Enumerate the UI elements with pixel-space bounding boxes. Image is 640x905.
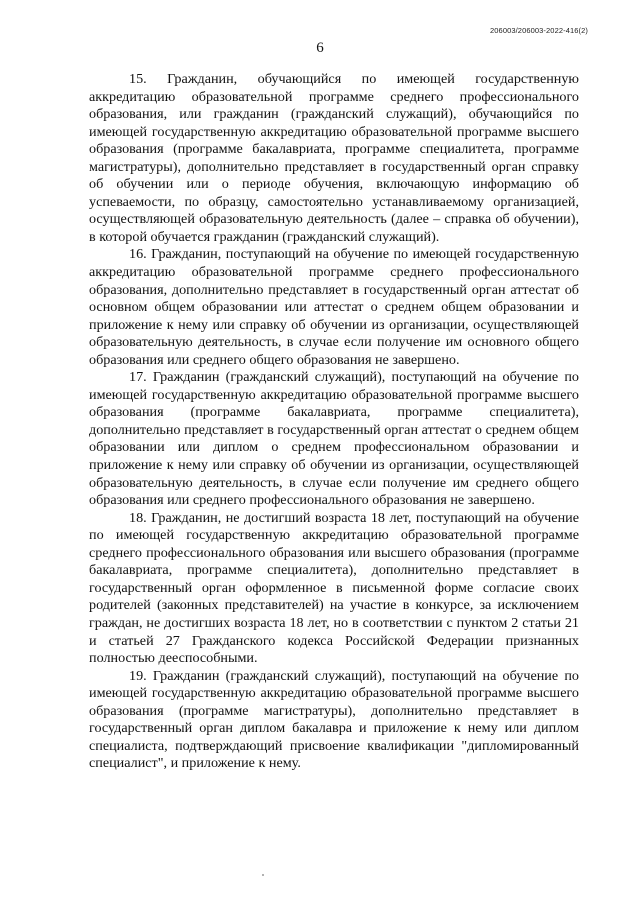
paragraph-16: 16. Гражданин, поступающий на обучение по имеющей государственную аккредитацию образовательной программе среднего профессионального образования, дополнительно представляет в государственный орган аттестат об основном общем образовании или аттестат о среднем общем образовании и приложение к нему или справку об обучении из организации, осуществляющей образовательную деятельность, в случае если получение им основного общего образования или среднего общего образования не завершено.: [89, 246, 579, 368]
document-body: [89, 71, 579, 773]
paragraph-19: 19. Гражданин (гражданский служащий), поступающий на обучение по имеющей государственную аккредитацию образовательной программе высшего образования (программе магистратуры), дополнительно представляет в государственный орган диплом бакалавра и приложение к нему или диплом специалиста, подтверждающий присвоение квалификации "дипломированный специалист", и приложение к нему.: [89, 667, 579, 772]
paragraph-15: 15. Гражданин, обучающийся по имеющей государственную аккредитацию образовательной программе среднего профессионального образования, или гражданин (гражданский служащий), обучающийся по имеющей государственную аккредитацию образовательной программе высшего образования (программе бакалавриата, программе специалитета, программе магистратуры), дополнительно представляет в государственный орган справку об обучении или о периоде обучения, включающую информацию об успеваемости, по образцу, самостоятельно устанавливаемому организацией, осуществляющей образовательную деятельность (далее – справка об обучении), в которой обучается гражданин (гражданский служащий).: [89, 71, 579, 245]
paragraph-17: 17. Гражданин (гражданский служащий), поступающий на обучение по имеющей государственную аккредитацию образовательной программе высшего образования (программе бакалавриата, программе специалитета), дополнительно представляет в государственный орган аттестат о среднем общем образовании или диплом о среднем профессиональном образовании и приложение к нему или справку об обучении из организации, осуществляющей образовательную деятельность, в случае если получение им среднего общего образования или среднего профессионального образования не завершено.: [89, 369, 579, 509]
scan-artifact: [262, 874, 264, 876]
paragraph-18: 18. Гражданин, не достигший возраста 18 лет, поступающий на обучение по имеющей государственную аккредитацию образовательной программе среднего профессионального образования или высшего образования (программе бакалавриата, программе специалитета), дополнительно представляет в государственный орган оформленное в письменной форме согласие своих родителей (законных представителей) на участие в конкурсе, за исключением граждан, не достигших возраста 18 лет, но в соответствии с пунктом 2 статьи 21 и статьей 27 Гражданского кодекса Российской Федерации признанных полностью дееспособными.: [89, 509, 579, 667]
document-code: 206003/206003-2022-416(2): [490, 26, 588, 35]
page-number: 6: [316, 40, 324, 56]
